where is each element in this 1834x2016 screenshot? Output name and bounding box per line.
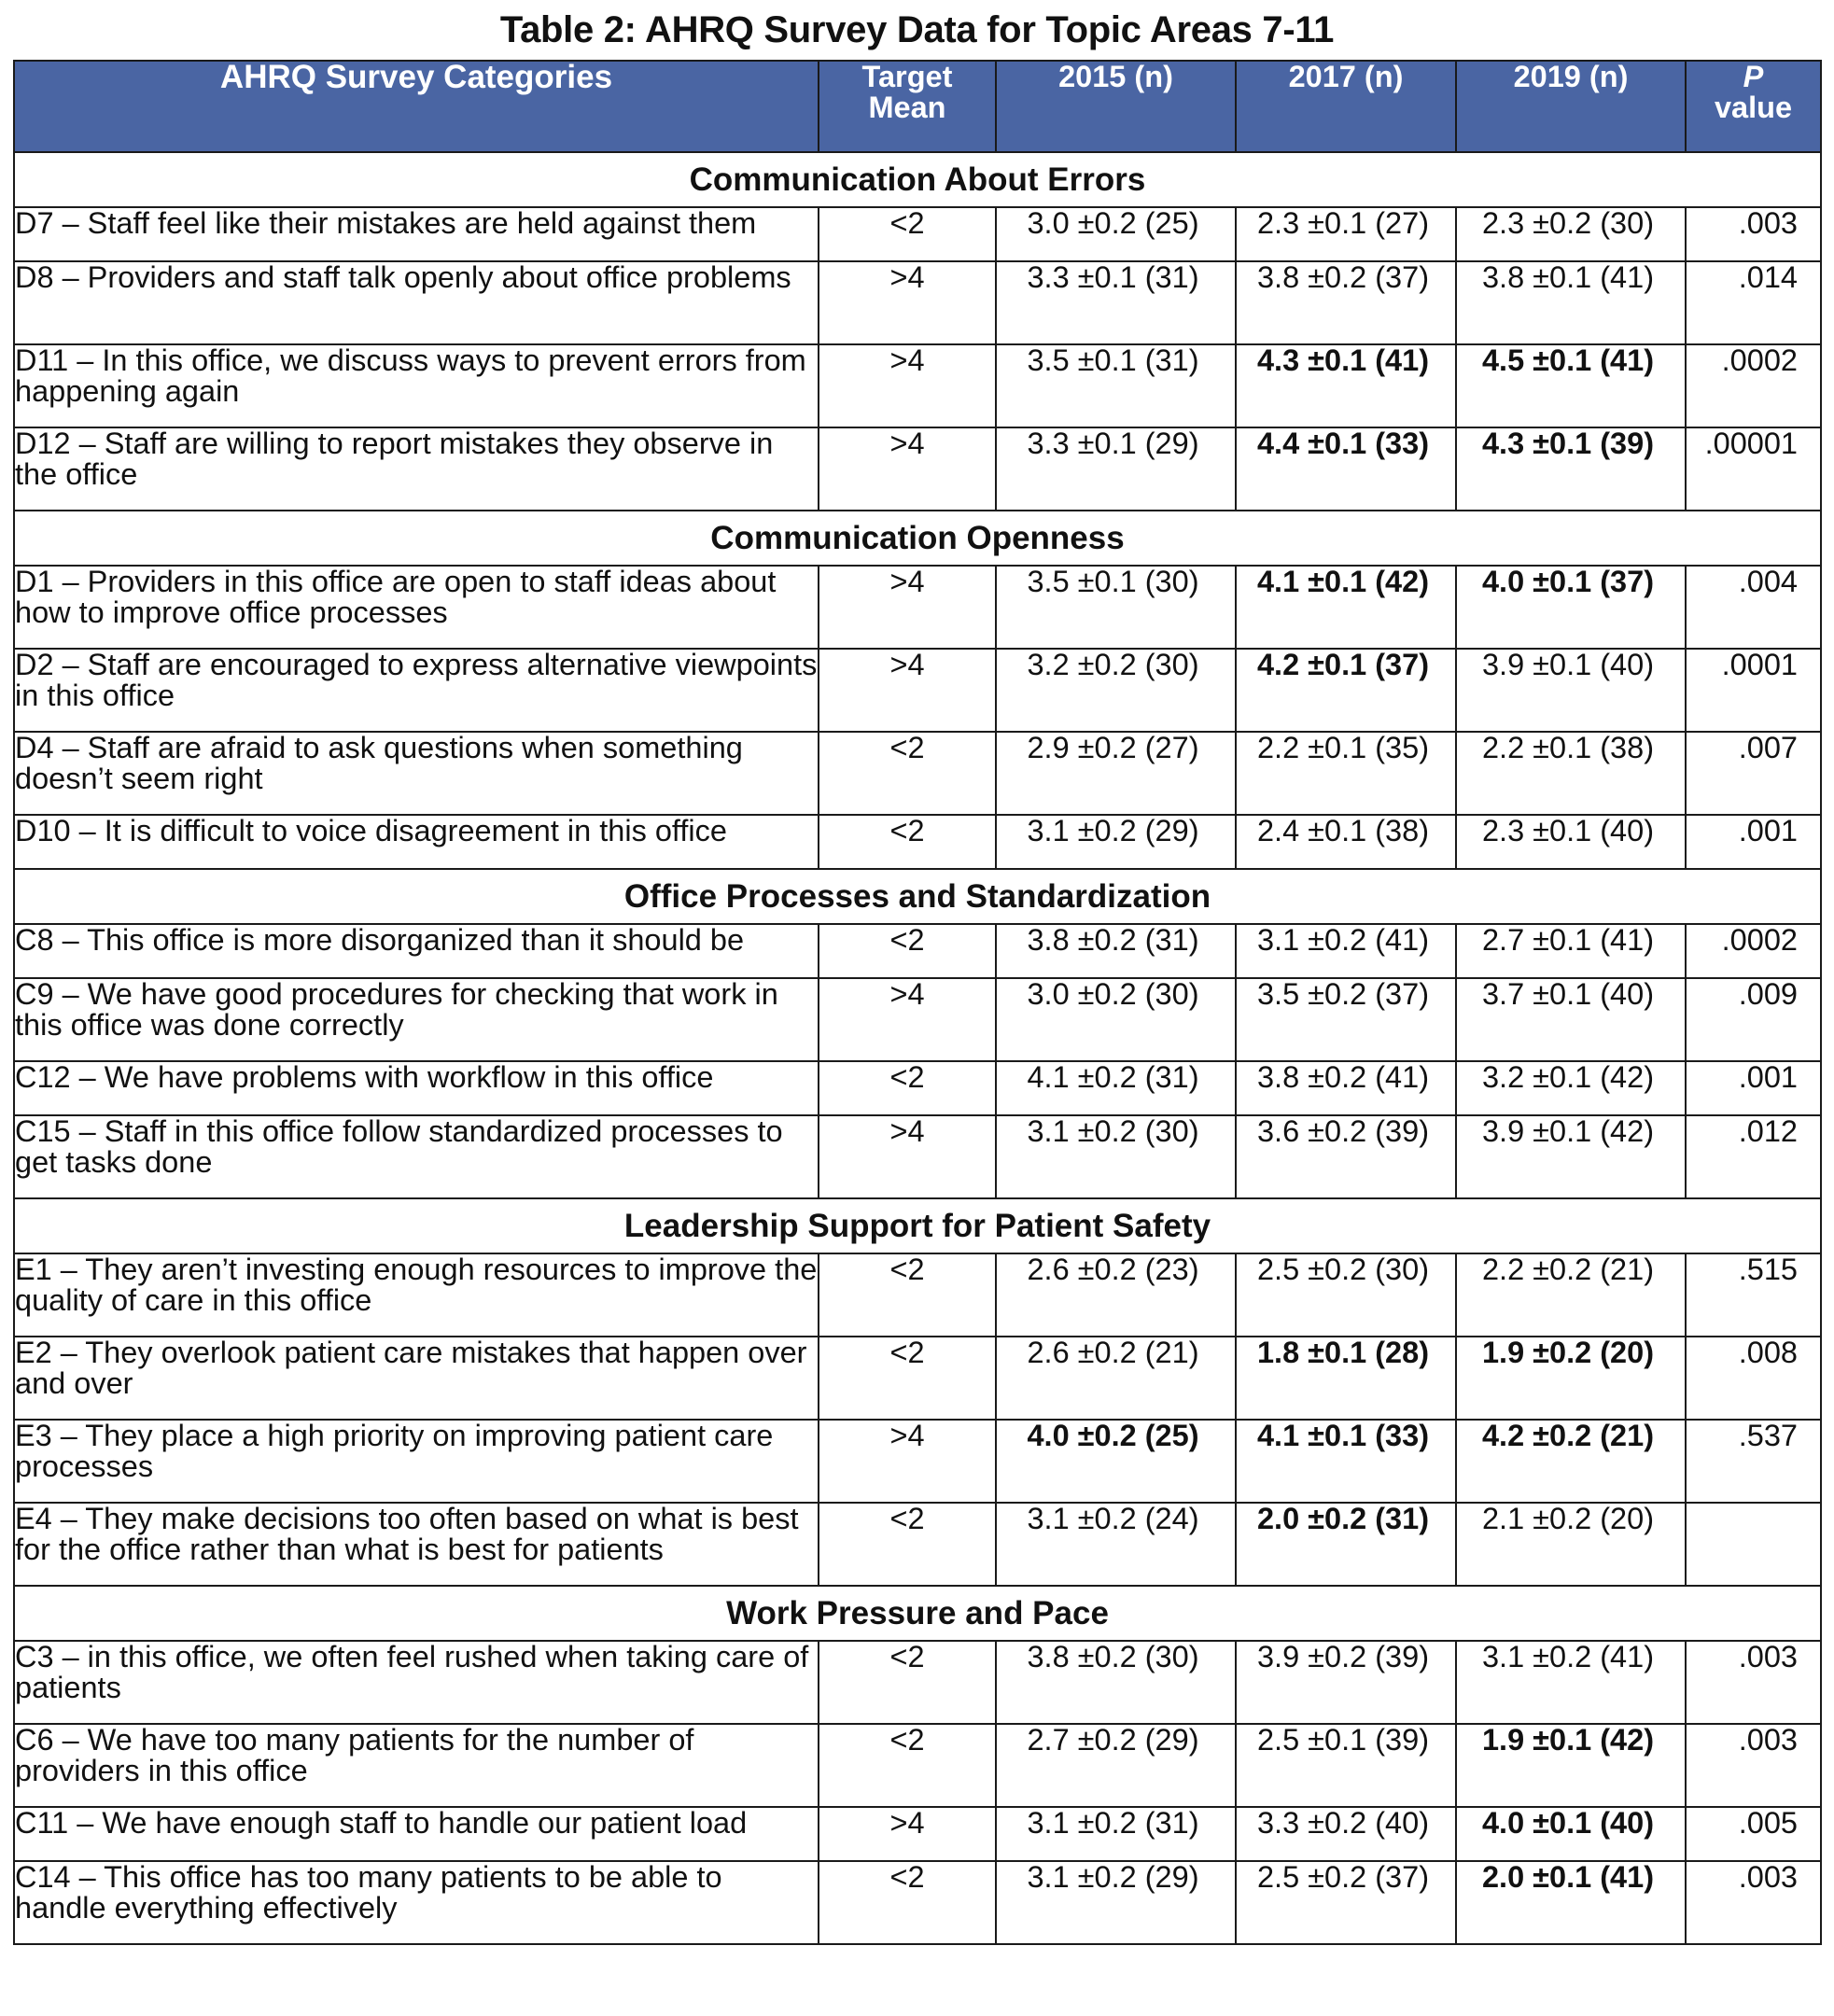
table-row: [14, 815, 1821, 869]
p-value-cell: .003: [1686, 1724, 1821, 1807]
value-2017-cell: 3.8 ±0.2 (41): [1236, 1061, 1456, 1115]
target-mean-cell: <2: [819, 1861, 996, 1944]
value-2019-cell: 2.2 ±0.1 (38): [1456, 732, 1686, 815]
section-title: Communication About Errors: [14, 152, 1821, 207]
table-row: [14, 924, 1821, 978]
value-2015-cell: 2.6 ±0.2 (23): [996, 1253, 1236, 1337]
value-2015-cell: 4.0 ±0.2 (25): [996, 1420, 1236, 1503]
value-2019-cell: 2.7 ±0.1 (41): [1456, 924, 1686, 978]
section-row: [14, 152, 1821, 207]
table-row: [14, 1724, 1821, 1807]
table-row: [14, 261, 1821, 344]
target-mean-cell: <2: [819, 1253, 996, 1337]
value-2015-cell: 3.8 ±0.2 (30): [996, 1641, 1236, 1724]
value-2015-cell: 3.1 ±0.2 (31): [996, 1807, 1236, 1861]
value-2015-cell: 3.2 ±0.2 (30): [996, 649, 1236, 732]
p-value-cell: .008: [1686, 1337, 1821, 1420]
value-2015-cell: 2.6 ±0.2 (21): [996, 1337, 1236, 1420]
table-row: [14, 1061, 1821, 1115]
p-value-cell: .005: [1686, 1807, 1821, 1861]
table-row: [14, 1253, 1821, 1337]
p-value-cell: .001: [1686, 1061, 1821, 1115]
value-2015-cell: 3.5 ±0.1 (31): [996, 344, 1236, 427]
value-2015-cell: 3.1 ±0.2 (29): [996, 1861, 1236, 1944]
category-cell: C12 – We have problems with workflow in this office: [14, 1061, 819, 1115]
value-2015-cell: 3.0 ±0.2 (25): [996, 207, 1236, 261]
value-2019-cell: 3.2 ±0.1 (42): [1456, 1061, 1686, 1115]
value-2017-cell: 3.3 ±0.2 (40): [1236, 1807, 1456, 1861]
table-row: [14, 1115, 1821, 1198]
table-row: [14, 1861, 1821, 1944]
p-value-cell: .00001: [1686, 427, 1821, 511]
value-2019-cell: 3.1 ±0.2 (41): [1456, 1641, 1686, 1724]
header-2017: 2017 (n): [1236, 61, 1456, 152]
target-mean-cell: <2: [819, 207, 996, 261]
value-2019-cell: 3.9 ±0.1 (40): [1456, 649, 1686, 732]
p-value-cell: .009: [1686, 978, 1821, 1061]
value-2019-cell: 4.0 ±0.1 (37): [1456, 566, 1686, 649]
p-value-cell: .0002: [1686, 344, 1821, 427]
category-cell: D11 – In this office, we discuss ways to prevent errors from happening again: [14, 344, 819, 427]
value-2017-cell: 2.2 ±0.1 (35): [1236, 732, 1456, 815]
value-2019-cell: 2.2 ±0.2 (21): [1456, 1253, 1686, 1337]
table-row: [14, 566, 1821, 649]
target-mean-cell: <2: [819, 1724, 996, 1807]
value-2017-cell: 2.4 ±0.1 (38): [1236, 815, 1456, 869]
section-row: [14, 1198, 1821, 1253]
value-2017-cell: 3.5 ±0.2 (37): [1236, 978, 1456, 1061]
target-mean-cell: <2: [819, 924, 996, 978]
value-2017-cell: 1.8 ±0.1 (28): [1236, 1337, 1456, 1420]
p-value-cell: .014: [1686, 261, 1821, 344]
value-2019-cell: 4.2 ±0.2 (21): [1456, 1420, 1686, 1503]
target-mean-cell: <2: [819, 815, 996, 869]
p-value-cell: .003: [1686, 1641, 1821, 1724]
value-2015-cell: 3.5 ±0.1 (30): [996, 566, 1236, 649]
target-mean-cell: <2: [819, 732, 996, 815]
table-row: [14, 1807, 1821, 1861]
target-mean-cell: >4: [819, 649, 996, 732]
category-cell: C15 – Staff in this office follow standardized processes to get tasks done: [14, 1115, 819, 1198]
target-mean-cell: >4: [819, 1420, 996, 1503]
category-cell: C6 – We have too many patients for the number of providers in this office: [14, 1724, 819, 1807]
target-mean-cell: >4: [819, 566, 996, 649]
category-cell: D1 – Providers in this office are open to staff ideas about how to improve office processes: [14, 566, 819, 649]
header-target-line1: Target: [861, 60, 953, 93]
value-2015-cell: 3.1 ±0.2 (24): [996, 1503, 1236, 1586]
table-row: [14, 1420, 1821, 1503]
section-title: Communication Openness: [14, 511, 1821, 566]
value-2015-cell: 3.3 ±0.1 (29): [996, 427, 1236, 511]
category-cell: C9 – We have good procedures for checking that work in this office was done correctly: [14, 978, 819, 1061]
value-2019-cell: 4.5 ±0.1 (41): [1456, 344, 1686, 427]
value-2019-cell: 2.3 ±0.1 (40): [1456, 815, 1686, 869]
value-2017-cell: 2.5 ±0.1 (39): [1236, 1724, 1456, 1807]
category-cell: E3 – They place a high priority on improving patient care processes: [14, 1420, 819, 1503]
table-title: Table 2: AHRQ Survey Data for Topic Areas 7-11: [499, 9, 1335, 50]
value-2017-cell: 2.0 ±0.2 (31): [1236, 1503, 1456, 1586]
header-target-line2: Mean: [868, 91, 946, 124]
header-p-line2: value: [1714, 91, 1793, 124]
value-2019-cell: 3.8 ±0.1 (41): [1456, 261, 1686, 344]
section-row: [14, 869, 1821, 924]
value-2017-cell: 3.8 ±0.2 (37): [1236, 261, 1456, 344]
table-row: [14, 978, 1821, 1061]
value-2015-cell: 3.1 ±0.2 (29): [996, 815, 1236, 869]
value-2015-cell: 2.9 ±0.2 (27): [996, 732, 1236, 815]
value-2017-cell: 2.3 ±0.1 (27): [1236, 207, 1456, 261]
value-2015-cell: 4.1 ±0.2 (31): [996, 1061, 1236, 1115]
table-row: [14, 1337, 1821, 1420]
category-cell: C11 – We have enough staff to handle our patient load: [14, 1807, 819, 1861]
table-body: [14, 152, 1821, 1944]
target-mean-cell: >4: [819, 344, 996, 427]
header-2019: 2019 (n): [1456, 61, 1686, 152]
table-row: [14, 649, 1821, 732]
value-2015-cell: 3.1 ±0.2 (30): [996, 1115, 1236, 1198]
p-value-cell: .001: [1686, 815, 1821, 869]
value-2017-cell: 3.9 ±0.2 (39): [1236, 1641, 1456, 1724]
category-cell: C8 – This office is more disorganized than it should be: [14, 924, 819, 978]
value-2019-cell: 3.9 ±0.1 (42): [1456, 1115, 1686, 1198]
p-value-cell: .012: [1686, 1115, 1821, 1198]
target-mean-cell: >4: [819, 1807, 996, 1861]
section-row: [14, 511, 1821, 566]
value-2017-cell: 3.1 ±0.2 (41): [1236, 924, 1456, 978]
value-2017-cell: 4.1 ±0.1 (42): [1236, 566, 1456, 649]
value-2019-cell: 1.9 ±0.2 (20): [1456, 1337, 1686, 1420]
category-cell: E1 – They aren’t investing enough resources to improve the quality of care in this office: [14, 1253, 819, 1337]
category-cell: D10 – It is difficult to voice disagreement in this office: [14, 815, 819, 869]
table-row: [14, 427, 1821, 511]
value-2019-cell: 2.1 ±0.2 (20): [1456, 1503, 1686, 1586]
section-title: Office Processes and Standardization: [14, 869, 1821, 924]
category-cell: D8 – Providers and staff talk openly about office problems: [14, 261, 819, 344]
table-header: [14, 61, 1821, 152]
target-mean-cell: <2: [819, 1503, 996, 1586]
value-2015-cell: 3.8 ±0.2 (31): [996, 924, 1236, 978]
value-2019-cell: 4.3 ±0.1 (39): [1456, 427, 1686, 511]
section-row: [14, 1586, 1821, 1641]
header-target-mean: [819, 61, 996, 152]
value-2017-cell: 4.1 ±0.1 (33): [1236, 1420, 1456, 1503]
value-2019-cell: 4.0 ±0.1 (40): [1456, 1807, 1686, 1861]
p-value-cell: .515: [1686, 1253, 1821, 1337]
category-cell: C14 – This office has too many patients to be able to handle everything effectively: [14, 1861, 819, 1944]
category-cell: E2 – They overlook patient care mistakes that happen over and over: [14, 1337, 819, 1420]
category-cell: D12 – Staff are willing to report mistakes they observe in the office: [14, 427, 819, 511]
value-2017-cell: 2.5 ±0.2 (37): [1236, 1861, 1456, 1944]
value-2017-cell: 4.4 ±0.1 (33): [1236, 427, 1456, 511]
target-mean-cell: >4: [819, 427, 996, 511]
category-cell: D7 – Staff feel like their mistakes are held against them: [14, 207, 819, 261]
p-value-cell: .537: [1686, 1420, 1821, 1503]
p-value-cell: .0001: [1686, 649, 1821, 732]
p-value-cell: .007: [1686, 732, 1821, 815]
table-row: [14, 1641, 1821, 1724]
target-mean-cell: >4: [819, 978, 996, 1061]
value-2017-cell: 4.3 ±0.1 (41): [1236, 344, 1456, 427]
value-2015-cell: 3.0 ±0.2 (30): [996, 978, 1236, 1061]
target-mean-cell: >4: [819, 261, 996, 344]
value-2019-cell: 2.0 ±0.1 (41): [1456, 1861, 1686, 1944]
table-row: [14, 732, 1821, 815]
section-title: Work Pressure and Pace: [14, 1586, 1821, 1641]
value-2015-cell: 3.3 ±0.1 (31): [996, 261, 1236, 344]
table-row: [14, 1503, 1821, 1586]
survey-table: [13, 60, 1822, 1945]
value-2017-cell: 2.5 ±0.2 (30): [1236, 1253, 1456, 1337]
table-row: [14, 207, 1821, 261]
target-mean-cell: <2: [819, 1061, 996, 1115]
value-2017-cell: 4.2 ±0.1 (37): [1236, 649, 1456, 732]
target-mean-cell: <2: [819, 1641, 996, 1724]
p-value-cell: [1686, 1503, 1821, 1586]
value-2019-cell: 3.7 ±0.1 (40): [1456, 978, 1686, 1061]
section-title: Leadership Support for Patient Safety: [14, 1198, 1821, 1253]
header-p-line1: P: [1743, 60, 1764, 93]
target-mean-cell: >4: [819, 1115, 996, 1198]
value-2017-cell: 3.6 ±0.2 (39): [1236, 1115, 1456, 1198]
category-cell: D4 – Staff are afraid to ask questions when something doesn’t seem right: [14, 732, 819, 815]
p-value-cell: .003: [1686, 1861, 1821, 1944]
category-cell: D2 – Staff are encouraged to express alternative viewpoints in this office: [14, 649, 819, 732]
table-row: [14, 344, 1821, 427]
target-mean-cell: <2: [819, 1337, 996, 1420]
category-cell: C3 – in this office, we often feel rushed when taking care of patients: [14, 1641, 819, 1724]
header-p-value: [1686, 61, 1821, 152]
p-value-cell: .0002: [1686, 924, 1821, 978]
p-value-cell: .003: [1686, 207, 1821, 261]
value-2015-cell: 2.7 ±0.2 (29): [996, 1724, 1236, 1807]
value-2019-cell: 2.3 ±0.2 (30): [1456, 207, 1686, 261]
header-2015: 2015 (n): [996, 61, 1236, 152]
value-2019-cell: 1.9 ±0.1 (42): [1456, 1724, 1686, 1807]
header-categories: AHRQ Survey Categories: [14, 61, 819, 152]
category-cell: E4 – They make decisions too often based on what is best for the office rather than what is best for patients: [14, 1503, 819, 1586]
p-value-cell: .004: [1686, 566, 1821, 649]
